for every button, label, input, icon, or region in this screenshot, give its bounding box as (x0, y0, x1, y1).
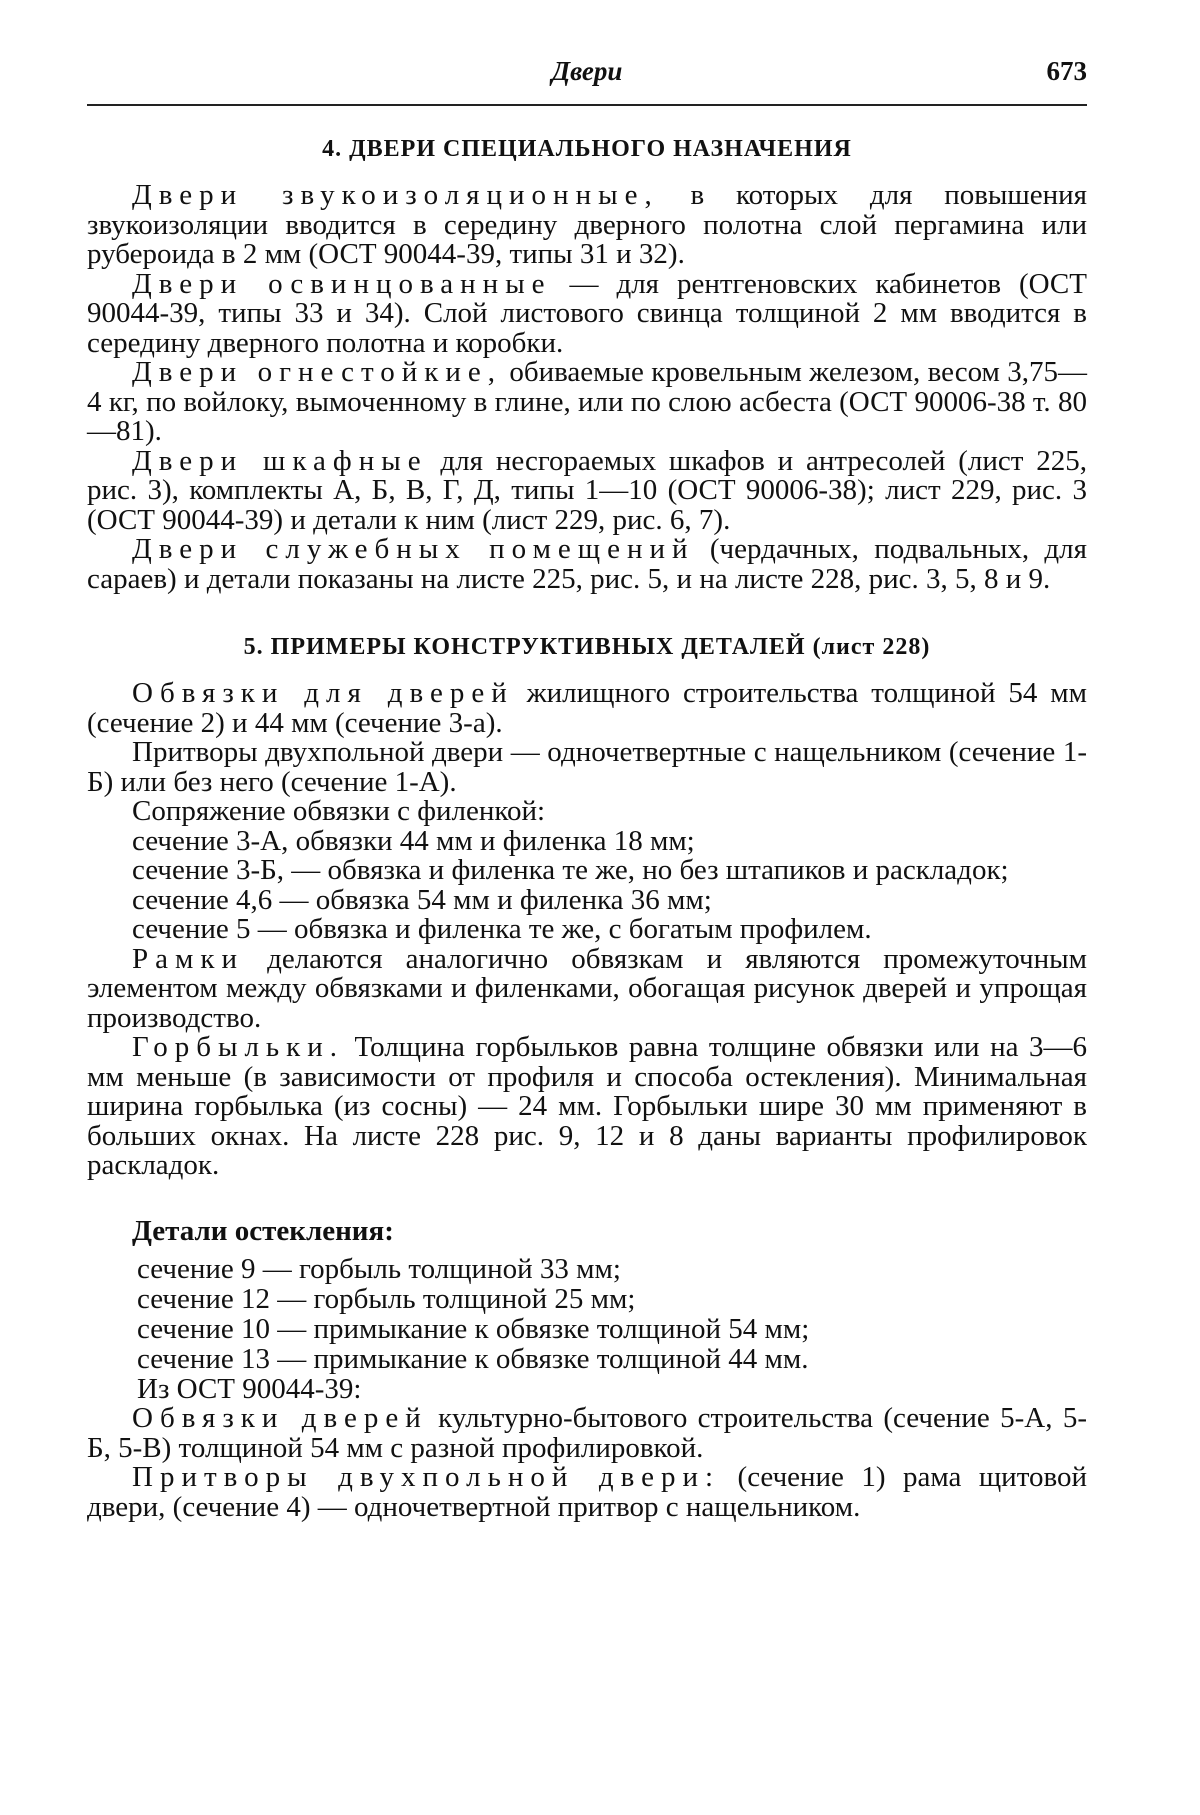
paragraph-text: делаются аналогично обвязкам и являются промежуточным элементом между обвязками и филенками, обогащая рисунок дверей и упрощая производство. (87, 942, 1087, 1034)
section-list-item: сечение 3-А, обвязки 44 мм и филенка 18 мм; (132, 824, 695, 857)
section-list-item: сечение 5 — обвязка и филенка те же, с богатым профилем. (132, 913, 872, 945)
paragraph-text: (чердачных, подвальных, для сараев) и детали показаны на листе 225, рис. 5, и на листе 228, рис. 3, 5, 8 и 9. (87, 533, 1087, 595)
paragraph-cabinet-doors (87, 444, 1088, 536)
paragraph-lead: Притворы двухпольной двери: (132, 1461, 721, 1493)
paragraph-rails (87, 942, 1087, 1034)
paragraph-lead-lined-doors (87, 267, 1087, 359)
paragraph-lead: Горбыльки. (132, 1031, 345, 1063)
glazing-list-item: сечение 10 — примыкание к обвязке толщиной 54 мм; (137, 1313, 810, 1345)
paragraph-door-rebates: Притворы двухпольной двери — одночетвертные с нащельником (сечение 1-Б) или без него (сечение 1-А). (87, 736, 1087, 798)
paragraph-lead: Обвязки дверей (132, 1402, 428, 1434)
paragraph-glazing-bars (87, 1033, 1087, 1181)
paragraph-double-door-rebates (87, 1463, 1087, 1522)
paragraph-lead: Обвязки для дверей (132, 677, 514, 709)
book-page (87, 50, 1087, 1790)
paragraph-text: Толщина горбыльков равна толщине обвязки или на 3—6 мм меньше (в зависимости от профиля и способа остекления). Минимальная ширина горбылька (из сосны) — 24 мм. Горбыльки шире 30 мм применяют в больших окнах. На листе 228 рис. 9, 12 и 8 даны варианты профилировок раскладок. (87, 1031, 1087, 1181)
paragraph-text: для несгораемых шкафов и антресолей (лист 225, рис. 3), комплекты А, Б, В, Г, Д, типы 1—10 (ОСТ 90006-38); лист 229, рис. 3 (ОСТ 90044-39) и детали к ним (лист 229, рис. 6, 7). (87, 444, 1088, 536)
paragraph-text: обиваемые кровельным железом, весом 3,75—4 кг, по войлоку, вымоченному в глине, или по слою асбеста (ОСТ 90006-38 т. 80—81). (87, 356, 1087, 447)
glazing-details-title: Детали остекления: (132, 1214, 394, 1247)
paragraph-public-building-frames (87, 1404, 1087, 1463)
page-number: 673 (1046, 56, 1087, 86)
glazing-list-item: сечение 12 — горбыль толщиной 25 мм; (137, 1283, 636, 1315)
section-5-title: 5. ПРИМЕРЫ КОНСТРУКТИВНЫХ ДЕТАЛЕЙ (лист 228) (243, 634, 931, 660)
paragraph-text: в которых для повышения звукоизоляции вводится в середину дверного полотна слой пергамина или рубероида в 2 мм (ОСТ 90044-39, типы 31 и 32). (87, 179, 1087, 270)
paragraph-soundproof-doors (87, 181, 1087, 270)
glazing-list-item: сечение 9 — горбыль толщиной 33 мм; (137, 1253, 621, 1285)
page-header (87, 50, 1087, 106)
glazing-list-item: сечение 13 — примыкание к обвязке толщиной 44 мм. (137, 1343, 809, 1375)
running-title: Двери (551, 56, 623, 86)
paragraph-lead: Двери служебных помещений (132, 533, 695, 565)
paragraph-lead: Двери огнестойкие, (132, 356, 502, 388)
paragraph-service-room-doors (87, 535, 1087, 594)
section-list-item: сечение 4,6 — обвязка 54 мм и филенка 36 мм; (132, 883, 712, 916)
paragraph-lead: Двери шкафные (132, 444, 428, 477)
paragraph-text: культурно-бытового строительства (сечение 5-А, 5-Б, 5-В) толщиной 54 мм с разной профилировкой. (87, 1402, 1088, 1464)
paragraph-text: — для рентгеновских кабинетов (ОСТ 90044-39, типы 33 и 34). Слой листового свинца толщиной 2 мм вводится в середину дверного полотна и коробки. (87, 267, 1087, 359)
paragraph-lead: Двери освинцованные (132, 267, 552, 300)
section-list-item: сечение 3-Б, — обвязка и филенка те же, но без штапиков и раскладок; (132, 854, 1009, 886)
paragraph-lead: Рамки (132, 942, 244, 975)
paragraph-text: (сечение 1) рама щитовой двери, (сечение 4) — одночетвертной притвор с нащельником. (87, 1461, 1087, 1523)
ost-reference: Из ОСТ 90044-39: (137, 1373, 362, 1405)
paragraph-text: жилищного строительства толщиной 54 мм (сечение 2) и 44 мм (сечение 3-а). (87, 677, 1087, 739)
section-4-title: 4. ДВЕРИ СПЕЦИАЛЬНОГО НАЗНАЧЕНИЯ (322, 136, 852, 162)
paragraph-fireproof-doors (87, 358, 1087, 447)
paragraph-door-frames (87, 679, 1087, 738)
paragraph-frame-panel-joint: Сопряжение обвязки с филенкой: (132, 795, 546, 827)
paragraph-lead: Двери звукоизоляционные, (132, 179, 659, 211)
